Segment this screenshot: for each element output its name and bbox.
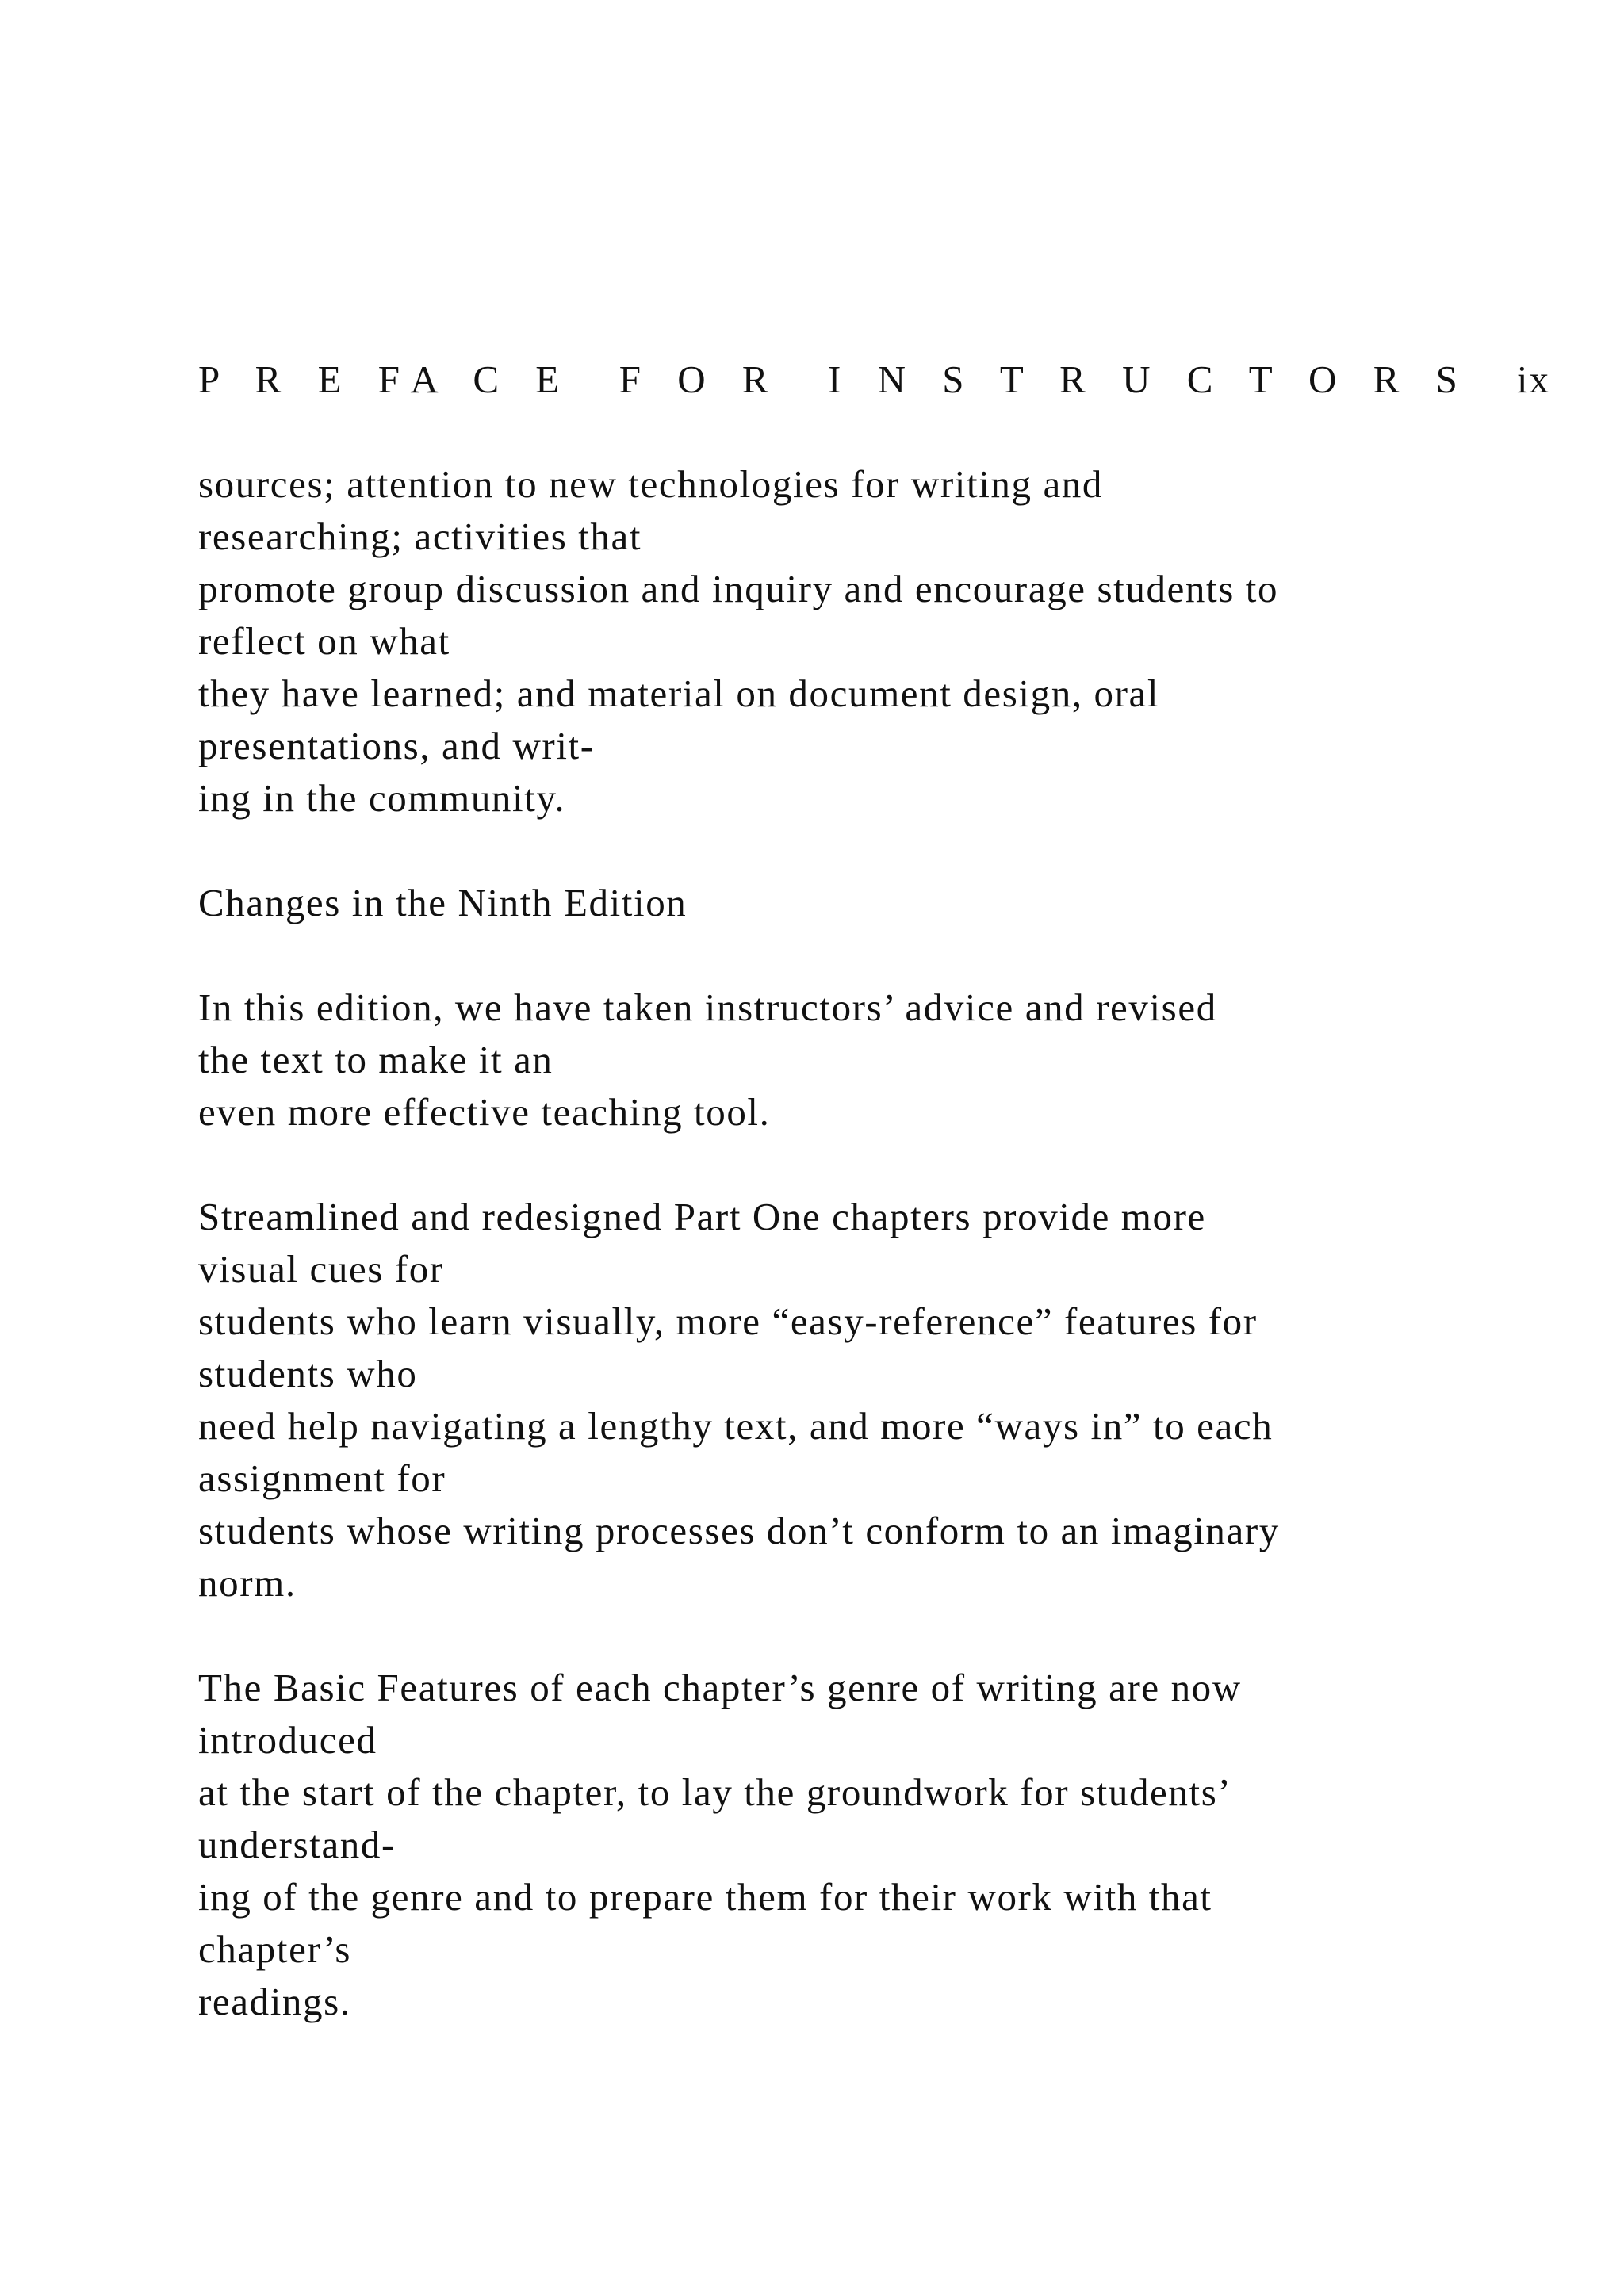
- text-line: ing of the genre and to prepare them for their work with that: [198, 1875, 1212, 1919]
- spacer: [198, 825, 1546, 877]
- section-heading-text: Changes in the Ninth Edition: [198, 881, 688, 924]
- running-header-title: P R E FA C E F O R I N S T R U C T O R S: [198, 358, 1471, 401]
- text-line: at the start of the chapter, to lay the groundwork for students’: [198, 1770, 1232, 1814]
- text-line: readings.: [198, 1980, 351, 2023]
- text-line: Streamlined and redesigned Part One chapters provide more: [198, 1195, 1206, 1238]
- document-page: [198, 354, 1551, 2028]
- text-line: reflect on what: [198, 619, 450, 663]
- text-line: presentations, and writ-: [198, 724, 595, 767]
- spacer: [198, 1138, 1546, 1191]
- text-line: they have learned; and material on document design, oral: [198, 672, 1160, 715]
- text-line: assignment for: [198, 1456, 446, 1500]
- text-line: introduced: [198, 1718, 377, 1762]
- paragraph-edition-intro: [198, 982, 1546, 1138]
- text-line: need help navigating a lengthy text, and more “ways in” to each: [198, 1404, 1274, 1448]
- paragraph-basic-features: [198, 1662, 1546, 2028]
- spacer: [198, 929, 1546, 982]
- text-line: visual cues for: [198, 1247, 444, 1291]
- paragraph-intro-continued: [198, 458, 1546, 825]
- text-line: the text to make it an: [198, 1038, 553, 1081]
- spacer: [198, 1609, 1546, 1662]
- spacer: [198, 406, 1546, 458]
- text-line: promote group discussion and inquiry and encourage students to: [198, 567, 1279, 610]
- page-number: ix: [1516, 358, 1551, 401]
- text-line: sources; attention to new technologies for writing and: [198, 462, 1104, 506]
- text-line: even more effective teaching tool.: [198, 1090, 771, 1134]
- text-line: norm.: [198, 1561, 297, 1605]
- paragraph-streamlined: [198, 1191, 1546, 1609]
- text-line: researching; activities that: [198, 515, 642, 558]
- text-line: students who learn visually, more “easy-reference” features for: [198, 1299, 1258, 1343]
- text-line: ing in the community.: [198, 776, 566, 820]
- text-line: students who: [198, 1352, 418, 1395]
- text-line: In this edition, we have taken instructors’ advice and revised: [198, 985, 1217, 1029]
- section-heading: [198, 877, 1546, 929]
- text-line: The Basic Features of each chapter’s genre of writing are now: [198, 1666, 1242, 1709]
- text-line: students whose writing processes don’t conform to an imaginary: [198, 1509, 1280, 1552]
- running-header: [198, 354, 1551, 406]
- text-line: chapter’s: [198, 1927, 352, 1971]
- text-line: understand-: [198, 1823, 396, 1866]
